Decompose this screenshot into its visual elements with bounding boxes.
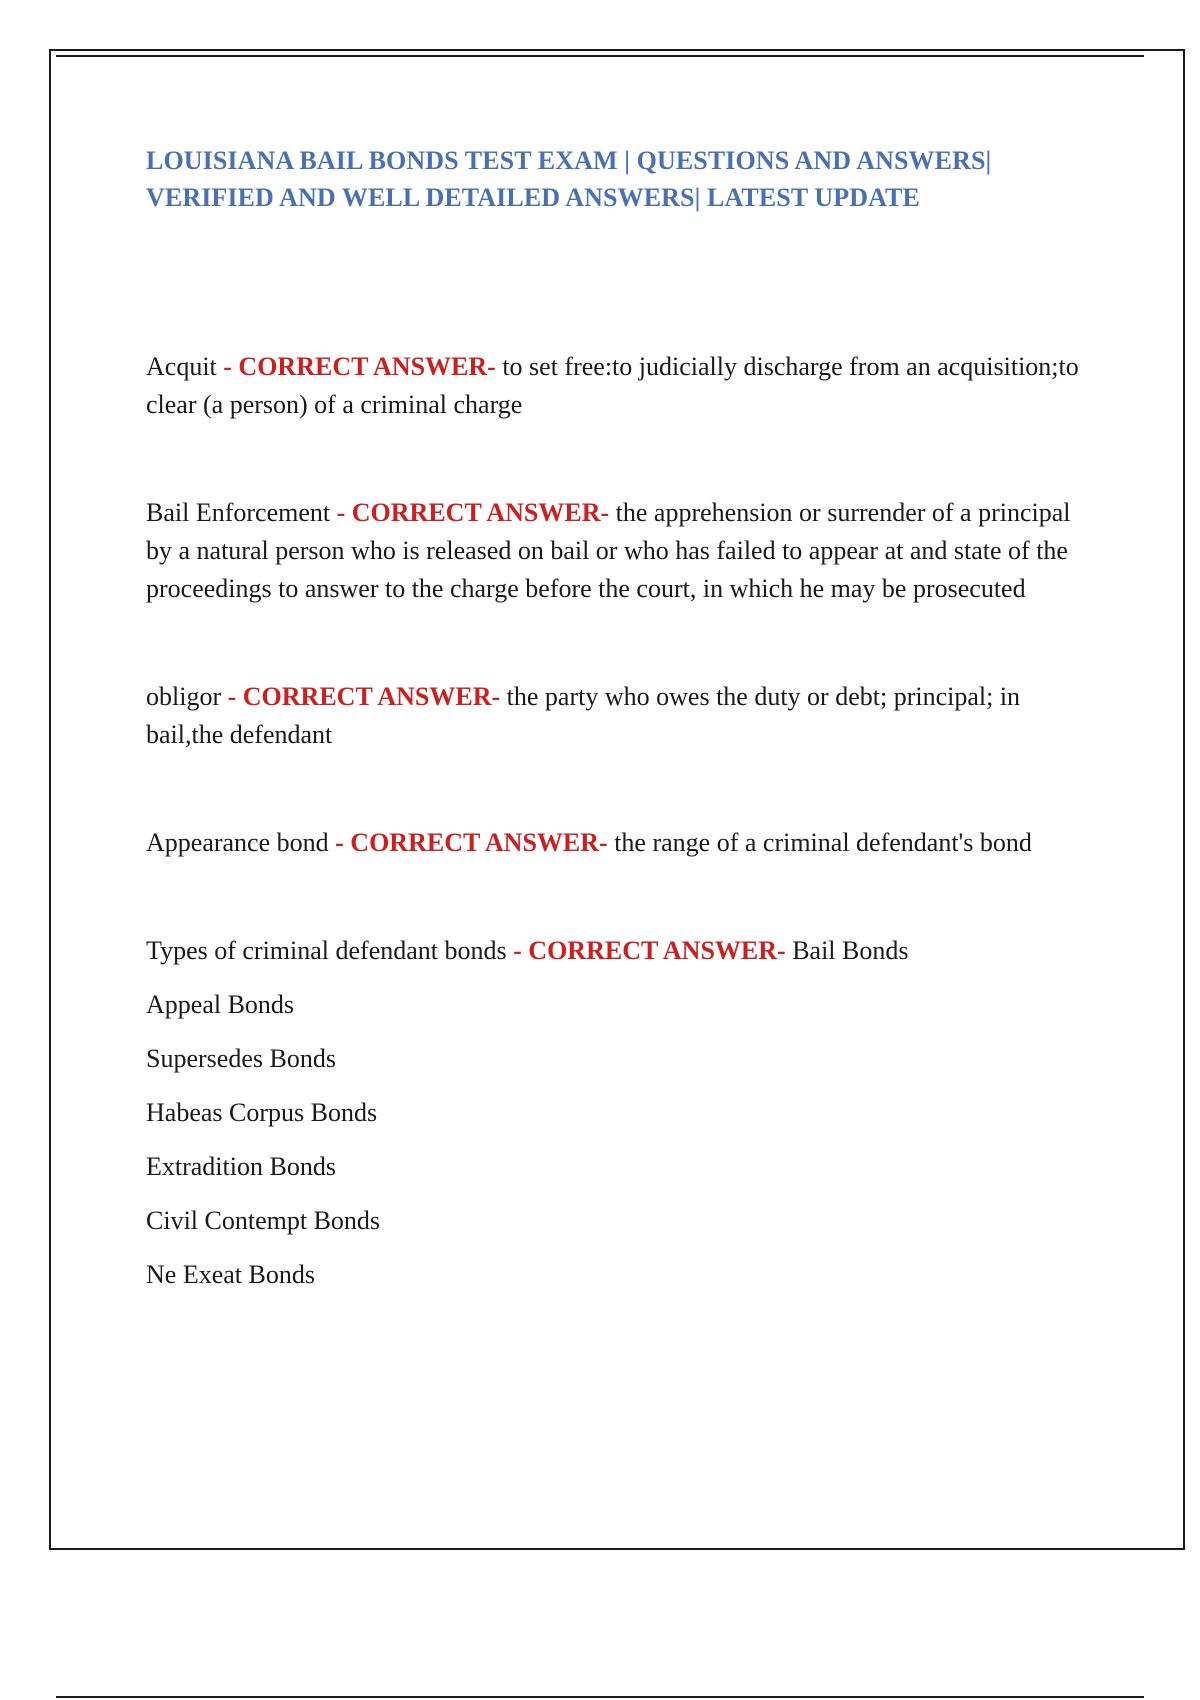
bond-type-item: Appeal Bonds <box>146 990 295 1019</box>
qa-entry-bail-enforcement <box>146 494 1086 608</box>
bond-type-item: Supersedes Bonds <box>146 1044 336 1073</box>
document-title: LOUISIANA BAIL BONDS TEST EXAM | QUESTIONS AND ANSWERS| VERIFIED AND WELL DETAILED ANSWERS| LATEST UPDATE <box>146 146 992 212</box>
qa-entry-types-of-bonds <box>146 932 1086 1294</box>
top-rule <box>56 55 1144 57</box>
bond-type-item: Civil Contempt Bonds <box>146 1206 381 1235</box>
bottom-rule <box>56 1696 1144 1698</box>
qa-entries <box>146 348 1086 1294</box>
page-content <box>146 142 1086 1294</box>
bond-type-item: Ne Exeat Bonds <box>146 1260 315 1289</box>
qa-entry-acquit <box>146 348 1086 424</box>
entry-term: obligor <box>146 682 222 711</box>
bond-type-item: Extradition Bonds <box>146 1152 336 1181</box>
entry-definition: the apprehension or surrender of a principal by a natural person who is released on bail or who has failed to appear at and state of the proceedings to answer to the charge before the court, in which he may be prosecuted <box>146 498 1071 603</box>
entry-line <box>146 932 1086 970</box>
entry-term: Acquit <box>146 352 217 381</box>
entry-term: Bail Enforcement <box>146 498 331 527</box>
bond-type-item: Habeas Corpus Bonds <box>146 1098 378 1127</box>
entry-definition: to set free:to judicially discharge from an acquisition;to clear (a person) of a criminal charge <box>146 352 1079 419</box>
entry-definition: the range of a criminal defendant's bond <box>614 828 1032 857</box>
correct-answer-marker: - CORRECT ANSWER- <box>336 498 610 527</box>
entry-definition: the party who owes the duty or debt; principal; in bail,the defendant <box>146 682 1021 749</box>
correct-answer-marker: - CORRECT ANSWER- <box>513 936 786 965</box>
qa-entry-obligor <box>146 678 1086 754</box>
entry-term: Types of criminal defendant bonds <box>146 936 507 965</box>
entry-term: Appearance bond <box>146 828 329 857</box>
correct-answer-marker: - CORRECT ANSWER- <box>223 352 496 381</box>
entry-definition: Bail Bonds <box>792 936 909 965</box>
correct-answer-marker: - CORRECT ANSWER- <box>335 828 608 857</box>
qa-entry-appearance-bond <box>146 824 1086 862</box>
correct-answer-marker: - CORRECT ANSWER- <box>227 682 501 711</box>
